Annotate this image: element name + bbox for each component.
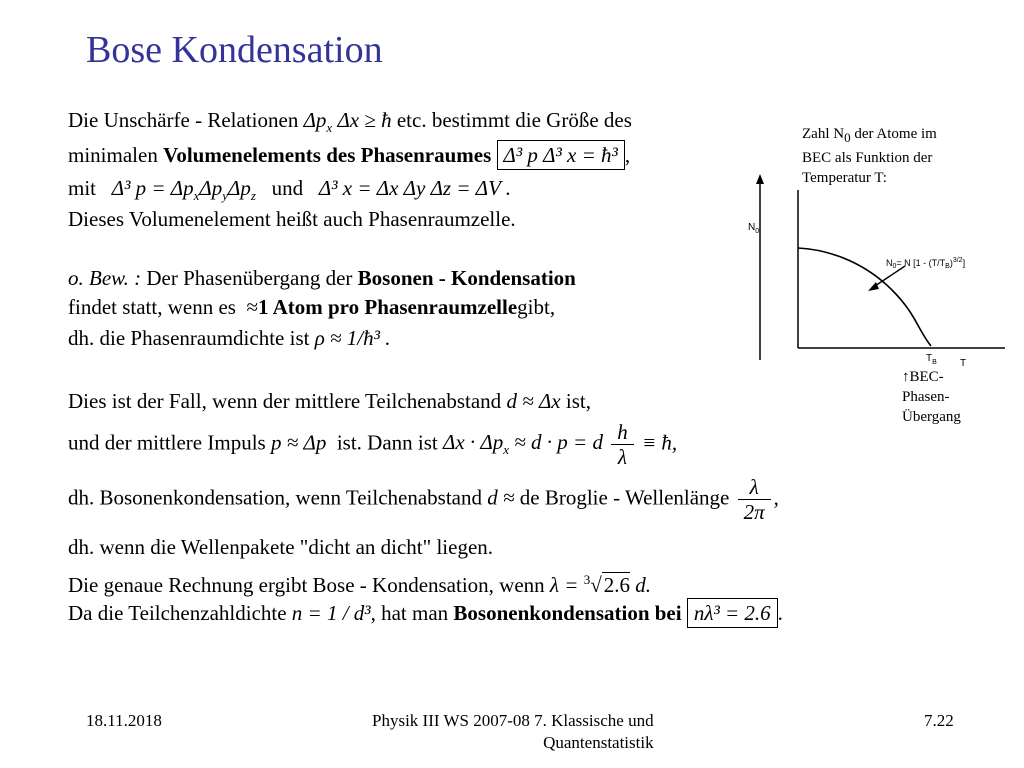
text-line-5: o. Bew. : Der Phasenübergang der Bosonen - Kondensation bbox=[68, 266, 576, 290]
x-tick-tb: $T_B$ bbox=[926, 353, 937, 366]
x-axis-label: T bbox=[960, 358, 967, 369]
bec-graph bbox=[740, 170, 1020, 380]
text-line-11: dh. wenn die Wellenpakete "dicht an dicht" liegen. bbox=[68, 535, 494, 559]
fraction-h-over-lambda: $\frac{h}{\lambda}$ bbox=[611, 420, 634, 469]
formula-pointer-head bbox=[868, 282, 879, 291]
text-line-1: Die Unschärfe - Relationen $\Delta p_x$ Δx ≥ ħ etc. bestimmt die Größe des bbox=[68, 108, 632, 136]
text-line-2: minimalen Volumenelements des Phasenraumes Δ³ p Δ³ x = ħ³ , bbox=[68, 143, 630, 167]
bec-transition-label: ↑BEC- Phasen- Übergang bbox=[902, 369, 961, 425]
text-line-12: Die genaue Rechnung ergibt Bose - Kondensation, wenn λ = $^3$√2.6 d. bbox=[68, 572, 651, 597]
text-line-3: mit Δ³ $p = \Delta p_x\Delta p_y\Delta p_z$ und Δ³ x = Δx Δy Δz = ΔV . bbox=[68, 176, 512, 204]
footer-course: Physik III WS 2007-08 7. Klassische und Quantenstatistik bbox=[372, 711, 654, 752]
formula-label: $N_0= N$ $[1 - (T/T_B)^{3/2}]$ bbox=[886, 257, 966, 270]
text-line-6: findet statt, wenn es ≈1 Atom pro Phasenraumzellegibt, bbox=[68, 295, 556, 319]
footer-page: 7.22 bbox=[924, 711, 954, 730]
side-note: Zahl $N_0$ der Atome im BEC als Funktion der Temperatur T: bbox=[802, 126, 937, 186]
text-line-8: Dies ist der Fall, wenn der mittlere Teilchenabstand d ≈ Δx ist, bbox=[68, 389, 591, 413]
phase-volume-box: Δ³ p Δ³ x = ħ³ bbox=[497, 140, 625, 170]
y-axis-label: $N_0$ bbox=[748, 222, 760, 235]
y-axis-arrow bbox=[756, 174, 764, 184]
text-line-10: dh. Bosonenkondensation, wenn Teilchenabstand d ≈ de Broglie - Wellenlänge $\frac{\lambda}{2\pi}$ , bbox=[68, 475, 779, 524]
final-condition-box: nλ³ = 2.6 bbox=[687, 598, 778, 628]
text-line-7: dh. die Phasenraumdichte ist ρ ≈ 1/ħ³ . bbox=[68, 326, 391, 350]
text-line-13: Da die Teilchenzahldichte n = 1 / d³, hat man Bosonenkondensation bei nλ³ = 2.6 . bbox=[68, 601, 783, 625]
text-line-9: und der mittlere Impuls p ≈ Δp ist. Dann ist $\Delta x \cdot \Delta p_x \approx d \cdot p = d$ $\frac{h}{\lambda}$ ≡ ħ, bbox=[68, 420, 678, 469]
footer-date: 18.11.2018 bbox=[86, 711, 162, 730]
fraction-lambda-over-2pi: $\frac{\lambda}{2\pi}$ bbox=[738, 475, 771, 524]
page-title: Bose Kondensation bbox=[86, 29, 383, 71]
text-line-4: Dieses Volumenelement heißt auch Phasenraumzelle. bbox=[68, 207, 516, 231]
